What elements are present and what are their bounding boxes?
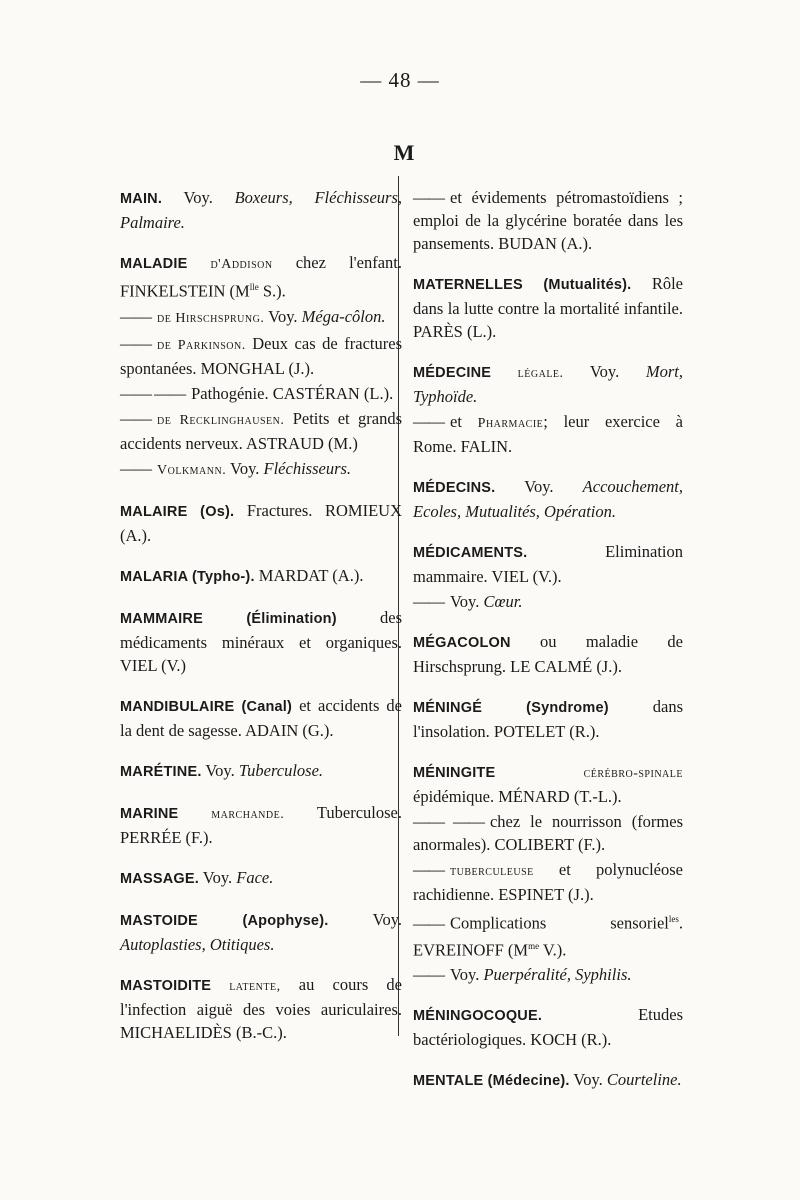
sub-entry: MÉDECINE légale. Voy. Mort, Typhoïde. — [413, 362, 683, 406]
right-column — [413, 186, 683, 1110]
entry-heading: MARINE — [120, 805, 179, 822]
sub-entry: —— Volkmann. Voy. Fléchisseurs. — [120, 458, 352, 478]
entry-medicaments — [413, 540, 683, 613]
entry-mastoide: MASTOIDE (Apophyse). Voy. Autoplasties, Otitiques. — [120, 909, 402, 954]
entry-heading: MALARIA (Typho-). — [120, 568, 255, 585]
cross-reference: Cœur. — [483, 592, 523, 611]
entry-heading: MÉDICAMENTS. — [413, 545, 528, 561]
entry-meninge: MÉNINGÉ (Syndrome) dans l'insolation. POTELET (R.). — [413, 697, 683, 741]
entry-heading: MAIN. — [120, 191, 163, 207]
cross-reference: Fléchisseurs. — [263, 458, 352, 478]
sub-entry: —— tuberculeuse et polynucléose rachidienne. ESPINET (J.). — [413, 860, 683, 904]
entry-heading: MALAIRE (Os). — [120, 503, 235, 520]
entry-maladie — [120, 251, 402, 482]
sub-entry: —— Complications sensoriel$^{les}$. EVREINOFF ($M^{me}$ V.). — [413, 913, 683, 959]
entry-heading: MÉGACOLON — [413, 635, 511, 651]
entry-main: MAIN. Voy. Boxeurs, Fléchisseurs, Palmaire. — [120, 188, 402, 232]
entry-meningocoque: MÉNINGOCOQUE. Etudes bactériologiques. KOCH (R.). — [413, 1005, 683, 1049]
entry-heading: MASTOIDITE — [120, 977, 212, 994]
entry-maternelles: MATERNELLES (Mutualités). Rôle dans la lutte contre la mortalité infantile. PARÈS (L.). — [413, 274, 683, 341]
entry-medecins: MÉDECINS. Voy. Accouchement, Ecoles, Mutualités, Opération. — [413, 477, 683, 521]
entry-massage: MASSAGE. Voy. Face. — [120, 867, 274, 887]
entry-heading: MANDIBULAIRE (Canal) — [120, 698, 293, 715]
cross-reference: Mort, Typhoïde. — [413, 362, 683, 406]
entry-heading: MÉNINGITE — [413, 765, 496, 781]
entry-mentale: MENTALE (Médecine). Voy. Courteline. — [413, 1070, 682, 1089]
entry-meningite — [413, 760, 683, 986]
sub-entry: —— —— Pathogénie. CASTÉRAN (L.). — [120, 383, 394, 403]
left-column — [120, 186, 402, 1061]
cross-reference: Autoplasties, Otitiques. — [120, 934, 275, 954]
cross-reference: Courteline. — [606, 1070, 682, 1089]
cross-reference: Tuberculose. — [238, 760, 324, 780]
entry-mandibulaire: MANDIBULAIRE (Canal) et accidents de la dent de sagesse. ADAIN (G.). — [120, 695, 402, 740]
entry-heading: MASTOIDE (Apophyse). — [120, 912, 329, 929]
entry-heading: MAMMAIRE (Élimination) — [120, 610, 337, 627]
cross-reference: Méga-côlon. — [301, 306, 386, 326]
page-number: — 48 — — [360, 68, 440, 92]
cross-reference: Accouchement, Ecoles, Mutualités, Opération. — [413, 477, 683, 521]
entry-heading: MÉDECINS. — [413, 480, 496, 496]
sub-entry: —— et Pharmacie; leur exercice à Rome. FALIN. — [413, 412, 683, 456]
entry-megacolon: MÉGACOLON ou maladie de Hirschsprung. LE CALMÉ (J.). — [413, 632, 683, 676]
sub-entry: —— —— chez le nourrisson (formes anormales). COLIBERT (F.). — [413, 812, 684, 854]
sub-entry: —— de Hirschsprung. Voy. Méga-côlon. — [120, 306, 386, 326]
entry-maretine: MARÉTINE. Voy. Tuberculose. — [120, 760, 324, 780]
cross-reference: Face. — [236, 867, 274, 887]
sub-entry: MÉNINGITE cérébro-spinale épidémique. MÉNARD (T.-L.). — [413, 765, 683, 806]
entry-mastoidite: MASTOIDITE latente, au cours de l'infection aiguë des voies auriculaires. MICHAELIDÈS (B.-C.). — [120, 974, 402, 1042]
sub-entry: —— de Parkinson. Deux cas de fractures spontanées. MONGHAL (J.). — [120, 333, 402, 378]
entry-continuation: —— et évidements pétromastoïdiens ; emploi de la glycérine boratée dans les pansements. BUDAN (A.). — [413, 188, 683, 253]
entry-medecine — [413, 360, 683, 458]
sub-entry: MÉDICAMENTS. Elimination mammaire. VIEL (V.). — [413, 542, 683, 586]
cross-reference: Puerpéralité, Syphilis. — [483, 965, 632, 984]
entry-heading: MENTALE (Médecine). — [413, 1073, 570, 1089]
sub-entry: —— Voy. Puerpéralité, Syphilis. — [413, 965, 632, 984]
cross-reference: Boxeurs, Fléchisseurs, Palmaire. — [120, 188, 402, 232]
entry-malaria: MALARIA (Typho-). MARDAT (A.). — [120, 565, 364, 585]
entry-malaire: MALAIRE (Os). Fractures. ROMIEUX (A.). — [120, 500, 402, 545]
entry-heading: MÉNINGÉ (Syndrome) — [413, 700, 609, 716]
sub-entry: —— Voy. Cœur. — [413, 592, 523, 611]
sub-entry: —— de Recklinghausen. Petits et grands accidents nerveux. ASTRAUD (M.) — [120, 408, 402, 453]
sub-entry: MALADIE d'Addison chez l'enfant. FINKELSTEIN ($M^{lle}$ S.). — [120, 253, 402, 301]
entry-mammaire: MAMMAIRE (Élimination) des médicaments minéraux et organiques. VIEL (V.) — [120, 607, 402, 675]
entry-heading: MÉNINGOCOQUE. — [413, 1008, 543, 1024]
section-letter: M — [393, 140, 415, 165]
entry-marine: MARINE marchande. Tuberculose. PERRÉE (F.). — [120, 802, 402, 847]
entry-heading: MASSAGE. — [120, 870, 199, 887]
entry-heading: MÉDECINE — [413, 365, 492, 381]
entry-heading: MALADIE — [120, 256, 188, 272]
entry-heading: MARÉTINE. — [120, 763, 202, 780]
entry-heading: MATERNELLES (Mutualités). — [413, 277, 632, 293]
